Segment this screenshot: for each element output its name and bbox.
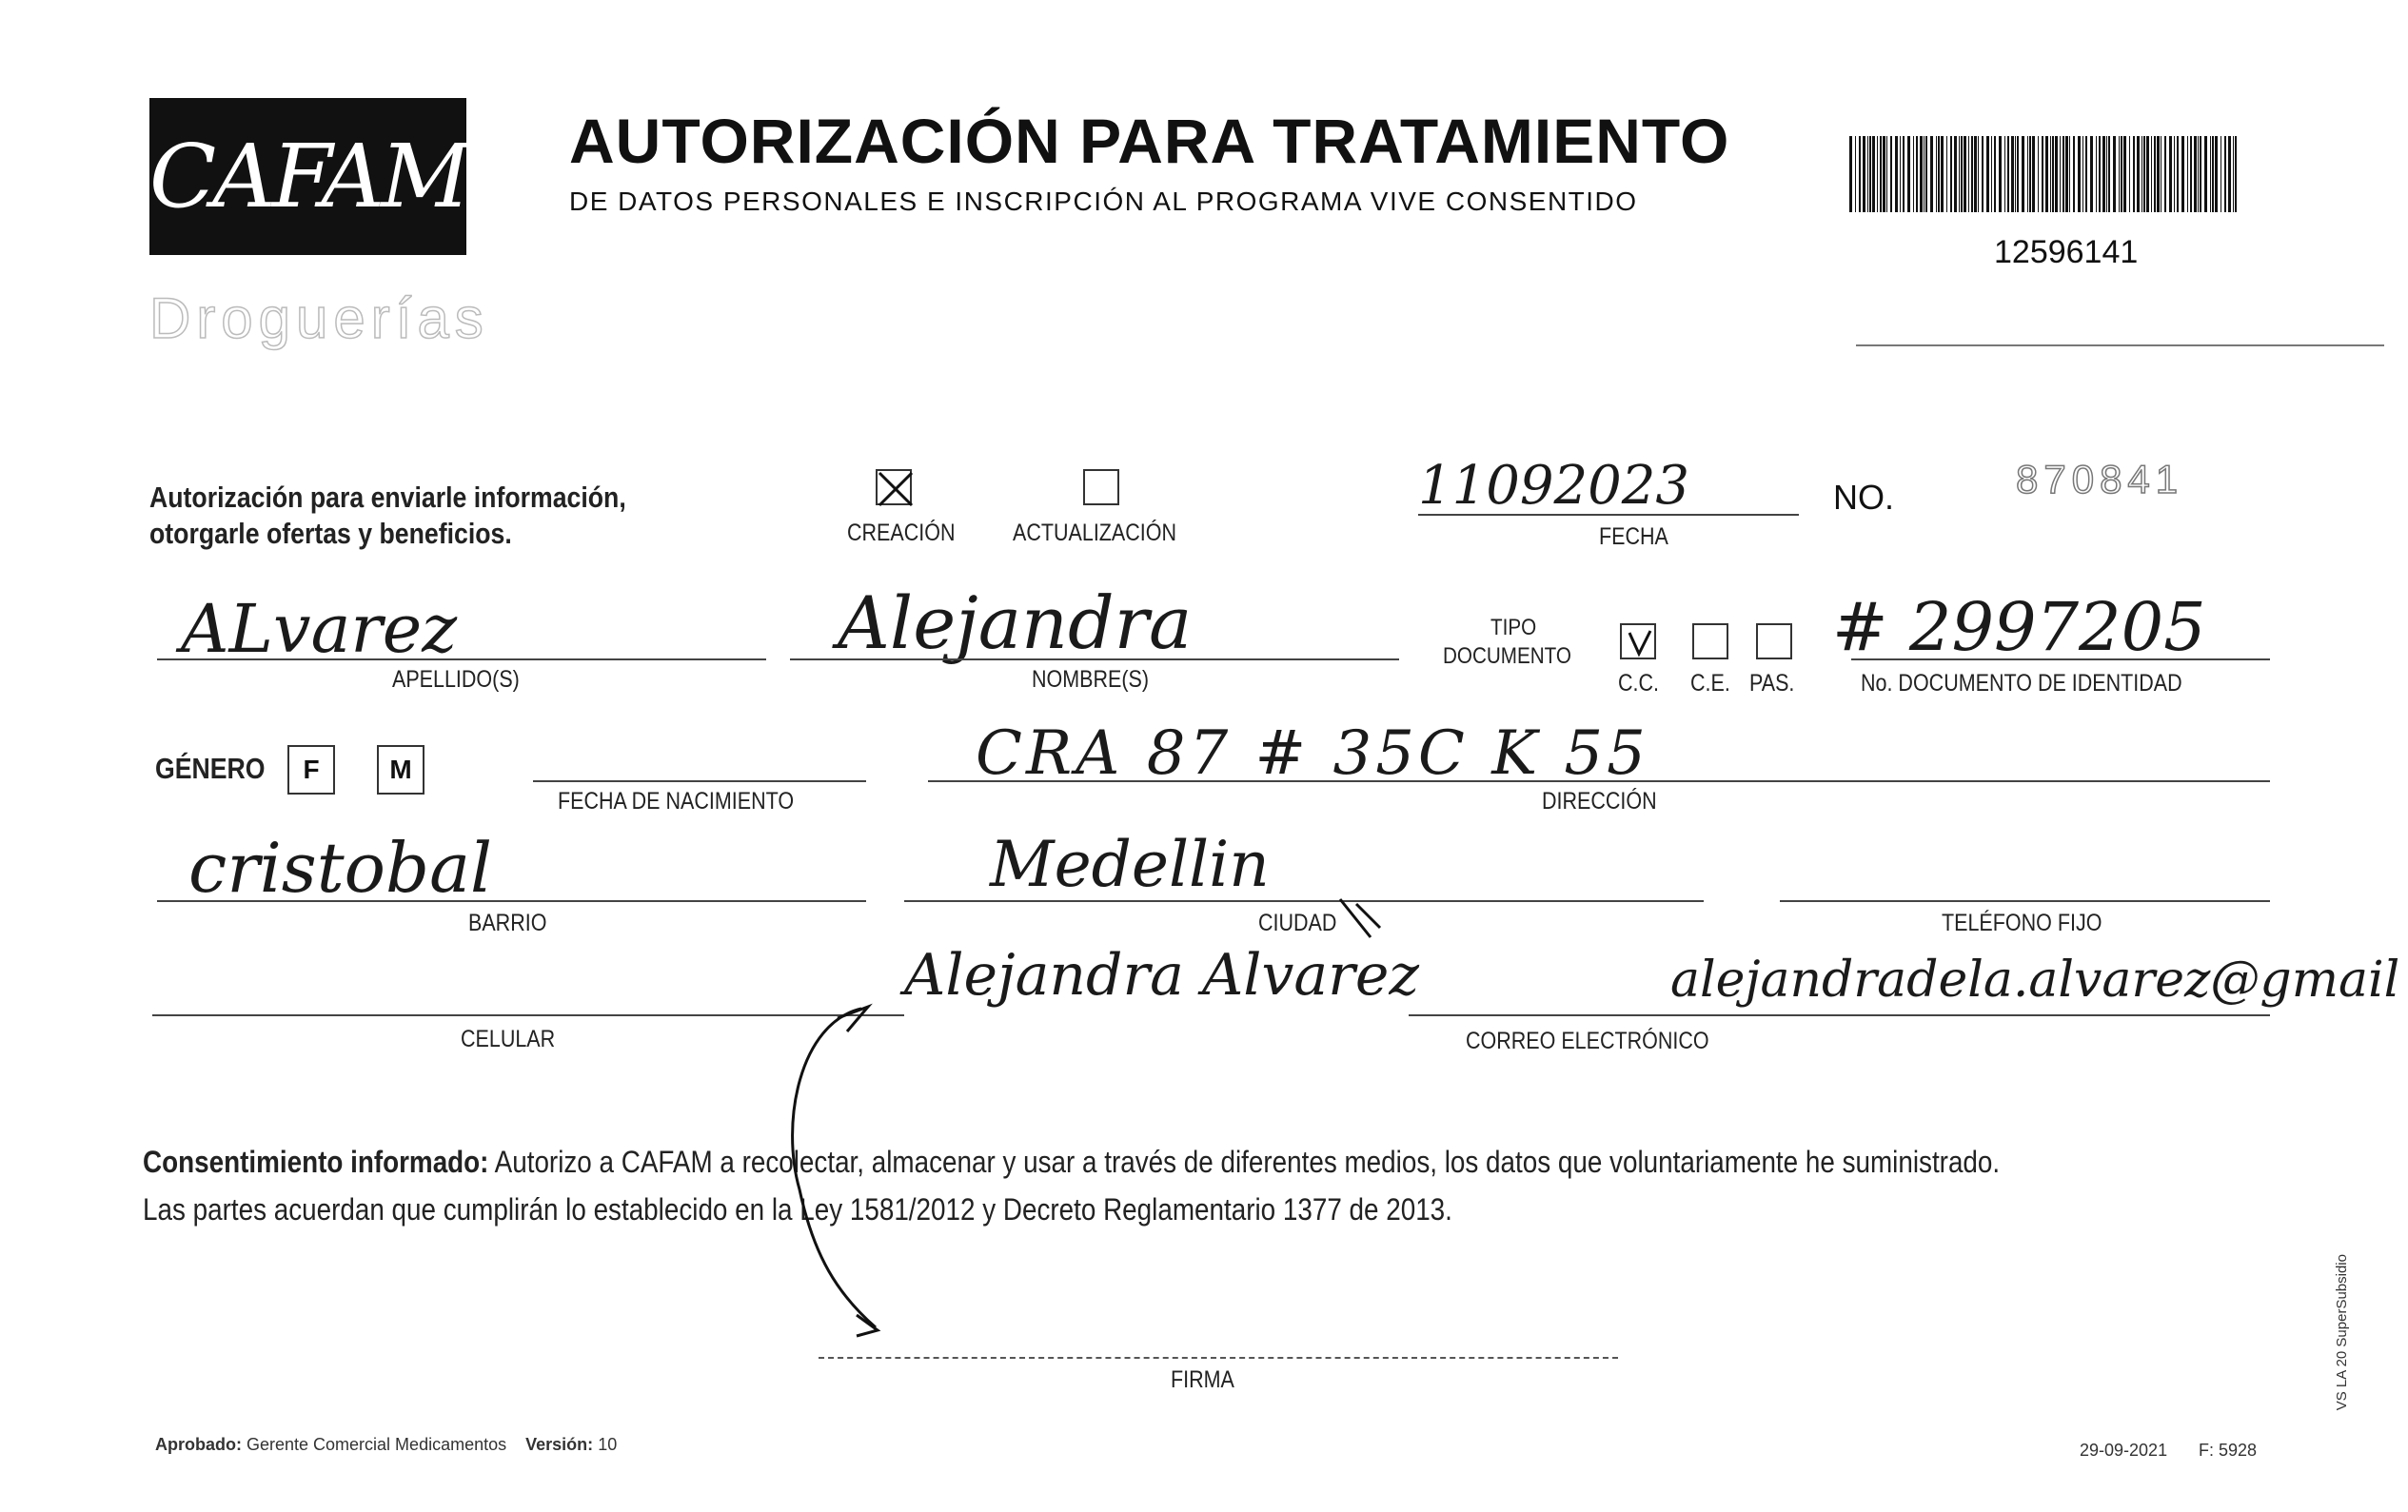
footer-date: 29-09-2021: [2080, 1441, 2168, 1460]
pas-checkbox[interactable]: [1756, 623, 1792, 659]
mobile-label: CELULAR: [461, 1026, 556, 1052]
barrio-label: BARRIO: [468, 910, 547, 936]
gender-label: GÉNERO: [155, 752, 266, 785]
ce-checkbox[interactable]: [1692, 623, 1728, 659]
phone-line: [1780, 900, 2270, 902]
phone-label: TELÉFONO FIJO: [1942, 910, 2102, 936]
surname-line: [157, 658, 766, 660]
consent-text-1: Autorizo a CAFAM a recolectar, almacenar y usar a través de diferentes medios, los datos que voluntariamente he suministrado.: [488, 1145, 2001, 1179]
date-label: FECHA: [1599, 523, 1668, 550]
surname-value: ALvarez: [181, 590, 458, 668]
intro-line-2: otorgarle ofertas y beneficios.: [149, 517, 512, 550]
email-line: [1409, 1014, 2270, 1016]
surname-label: APELLIDO(S): [392, 666, 520, 693]
footer-f-code: F: 5928: [2199, 1441, 2258, 1460]
gender-m-box[interactable]: M: [377, 745, 424, 795]
version-value: 10: [598, 1435, 618, 1454]
logo-subtitle: Droguerías: [149, 286, 489, 350]
id-number-label: No. DOCUMENTO DE IDENTIDAD: [1861, 670, 2182, 697]
barcode-number: 12596141: [1994, 234, 2139, 270]
name-line: [790, 658, 1399, 660]
ce-label: C.E.: [1690, 670, 1730, 697]
footer-approval: [155, 1435, 617, 1455]
gender-f-box[interactable]: F: [287, 745, 335, 795]
birth-line: [533, 780, 866, 782]
firma-line: [819, 1357, 1618, 1359]
creation-checkbox[interactable]: [876, 469, 912, 505]
cc-label: C.C.: [1618, 670, 1659, 697]
cc-checkbox[interactable]: [1620, 623, 1656, 659]
logo-text: CAFAM: [148, 126, 467, 227]
birth-label: FECHA DE NACIMIENTO: [558, 788, 795, 815]
city-line: [904, 900, 1704, 902]
date-line: [1418, 514, 1799, 516]
name-label: NOMBRE(S): [1032, 666, 1150, 693]
barcode: [1849, 136, 2240, 212]
address-value: CRA 87 # 35C K 55: [976, 718, 1649, 789]
version-label: Versión:: [525, 1435, 594, 1454]
handwritten-signature: Alejandra Alvarez: [904, 942, 1419, 1009]
id-number-line: [1851, 658, 2270, 660]
id-number-value: # 2997205: [1832, 588, 2206, 666]
form-number: 870841: [2016, 457, 2184, 501]
cafam-logo: [149, 98, 466, 255]
intro-line-1: Autorización para enviarle información,: [149, 481, 626, 514]
address-label: DIRECCIÓN: [1542, 788, 1657, 815]
vertical-imprint: VS LA 20 SuperSubsidio: [2334, 1254, 2350, 1411]
pas-label: PAS.: [1749, 670, 1795, 697]
approved-value: Gerente Comercial Medicamentos: [247, 1435, 507, 1454]
approved-label: Aprobado:: [155, 1435, 242, 1454]
name-value: Alejandra: [838, 580, 1193, 665]
no-label: NO.: [1833, 478, 1895, 517]
consent-text: [143, 1138, 2039, 1233]
date-value: 11092023: [1418, 455, 1690, 517]
creation-label: CREACIÓN: [847, 520, 956, 546]
consent-text-2: Las partes acuerdan que cumplirán lo establecido en la Ley 1581/2012 y Decreto Reglamentario 1377 de 2013.: [143, 1192, 1452, 1227]
city-label: CIUDAD: [1258, 910, 1337, 936]
update-label: ACTUALIZACIÓN: [1013, 520, 1177, 546]
email-value: alejandradela.alvarez@gmail: [1670, 952, 2400, 1009]
email-label: CORREO ELECTRÓNICO: [1466, 1028, 1709, 1054]
form-subtitle: DE DATOS PERSONALES E INSCRIPCIÓN AL PROGRAMA VIVE CONSENTIDO: [569, 187, 1638, 216]
city-value: Medellin: [990, 828, 1270, 901]
barrio-value: cristobal: [188, 828, 493, 908]
doc-type-label-1: TIPO: [1490, 615, 1537, 640]
form-title: AUTORIZACIÓN PARA TRATAMIENTO: [569, 106, 1730, 176]
update-checkbox[interactable]: [1083, 469, 1119, 505]
mobile-line: [152, 1014, 904, 1016]
doc-type-label-2: DOCUMENTO: [1443, 643, 1571, 669]
barrio-line: [157, 900, 866, 902]
header-rule: [1856, 344, 2384, 346]
consent-heading: Consentimiento informado:: [143, 1145, 489, 1179]
address-line: [928, 780, 2270, 782]
firma-label: FIRMA: [1171, 1366, 1234, 1393]
